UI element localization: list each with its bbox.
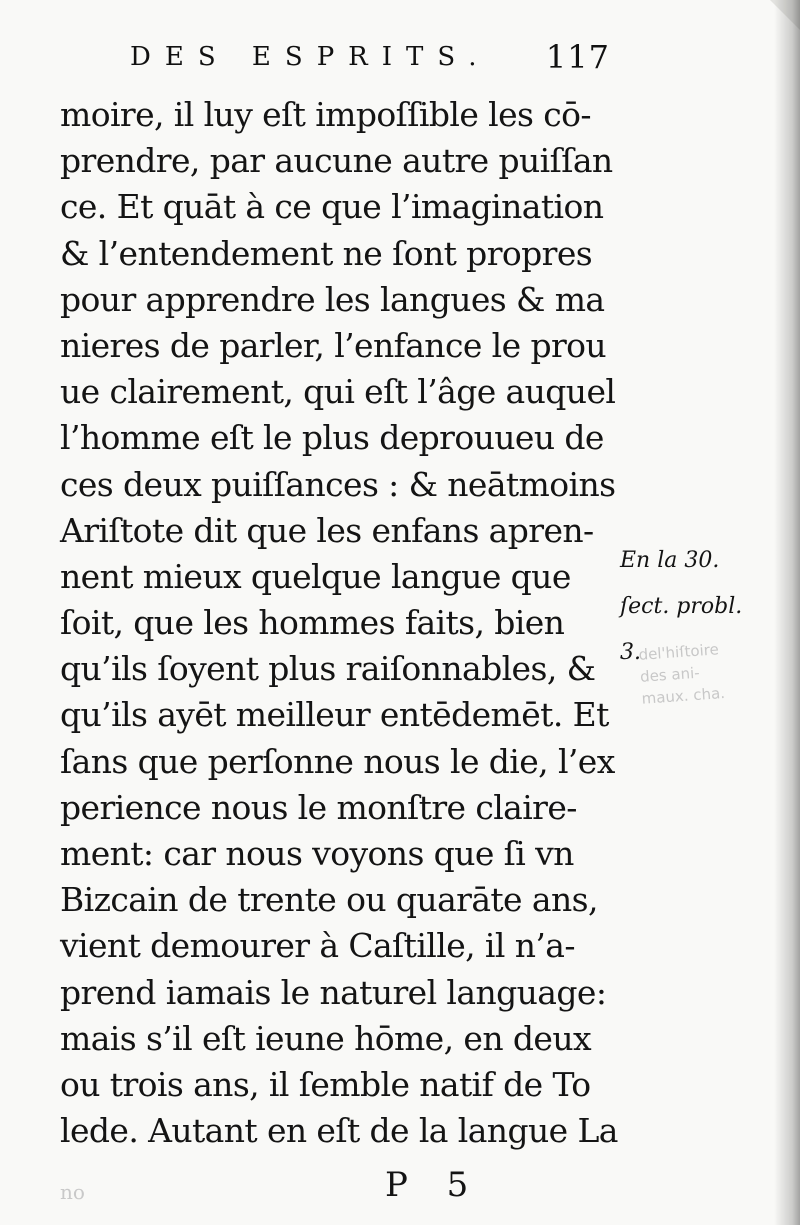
page-fold-shadow [774, 0, 800, 1225]
text-line: nent mieux quelque langue que [60, 556, 571, 596]
text-line: vient demourer à Caſtille, il n’a- [60, 926, 575, 966]
text-line: prendre, par aucune autre puiſſan [60, 141, 613, 181]
text-line: Bizcain de trente ou quarāte ans, [60, 880, 598, 920]
text-line: l’homme eſt le plus deprouueu de [60, 418, 604, 458]
text-line: qu’ils ſoyent plus raiſonnables, & [60, 649, 596, 689]
text-line: ou trois ans, il ſemble natif de To [60, 1064, 591, 1104]
signature-mark: P 5 [385, 1165, 483, 1205]
running-head: DES ESPRITS. [130, 42, 491, 72]
text-line: & l’entendement ne ſont propres [60, 233, 593, 273]
text-line: lede. Autant en eſt de la langue La [60, 1111, 618, 1151]
text-line: qu’ils ayēt meilleur entēdemēt. Et [60, 695, 609, 735]
text-line: ment: car nous voyons que ſi vn [60, 834, 574, 873]
bleed-through-text: del'hiſtoire des ani- maux. cha. [637, 640, 726, 708]
text-line: nieres de parler, l’enfance le prou [60, 325, 607, 365]
body-text [60, 92, 620, 1154]
edge-mark: no [60, 1180, 85, 1204]
text-line: ſans que perſonne nous le die, l’ex [60, 741, 615, 781]
text-line: perience nous le monſtre claire- [60, 787, 577, 827]
text-line: ſoit, que les hommes faits, bien [60, 603, 565, 643]
text-line: pour apprendre les langues & ma [60, 279, 605, 319]
text-line: ces deux puiſſances : & neātmoins [60, 464, 616, 504]
marginal-note-line: En la 30. [620, 548, 720, 573]
page-header [130, 38, 610, 82]
text-line: Ariſtote dit que les enfans apren- [60, 510, 594, 550]
text-line: mais s’il eſt ieune hōme, en deux [60, 1018, 591, 1058]
text-line: ue clairement, qui eſt l’âge auquel [60, 372, 616, 412]
text-line: moire, il luy eſt impoſſible les cō- [60, 95, 591, 134]
text-line: ce. Et quāt à ce que l’imagination [60, 187, 604, 227]
marginal-note-line: 3. [620, 640, 641, 665]
text-line: prend iamais le naturel language: [60, 972, 607, 1012]
page-number: 117 [545, 38, 610, 76]
marginal-note-line: ſect. probl. [620, 594, 743, 619]
